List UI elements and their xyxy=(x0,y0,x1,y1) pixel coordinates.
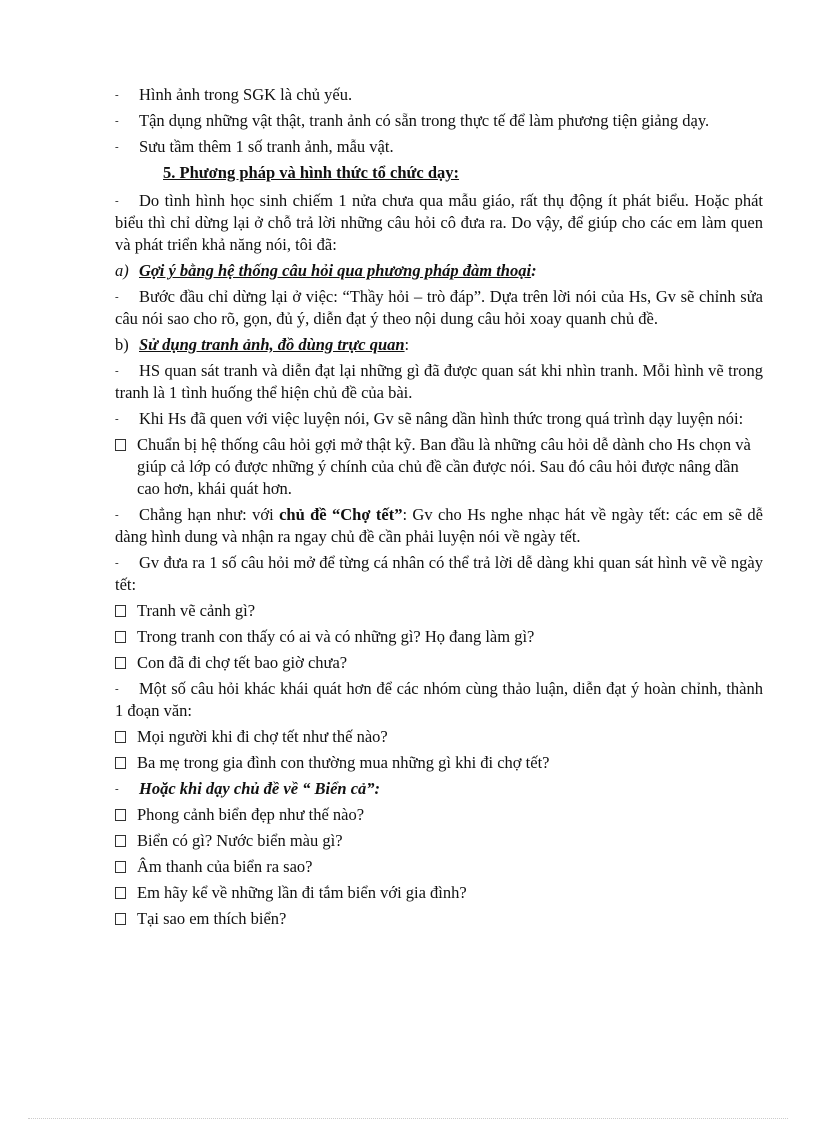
checkbox-bullet-icon xyxy=(115,757,126,769)
paragraph-2: - Tận dụng những vật thật, tranh ảnh có sẵn trong thực tế để làm phương tiện giảng dạy. xyxy=(115,111,710,130)
question-item: Tại sao em thích biển? xyxy=(115,908,763,930)
checkbox-bullet-icon xyxy=(115,887,126,899)
paragraph-4: - Do tình hình học sinh chiếm 1 nửa chưa qua mẫu giáo, rất thụ động ít phát biểu. Hoặc phát biểu thì chỉ dừng lại ở chỗ trả lời những câu hỏi cô đưa ra. Do vậy, để giúp cho các em làm quen và phát triển khả năng nói, tôi đã: xyxy=(115,191,763,254)
checkbox-bullet-icon xyxy=(115,605,126,617)
paragraph-9: - Chẳng hạn như: với chủ đề “Chợ tết”: Gv cho Hs nghe nhạc hát về ngày tết: các em sẽ dễ dàng hình dung và nhận ra ngay chủ đề cần phải luyện nói về ngày tết. xyxy=(115,505,763,546)
question-item: Con đã đi chợ tết bao giờ chưa? xyxy=(115,652,763,674)
paragraph-6: - HS quan sát tranh và diễn đạt lại những gì đã được quan sát khi nhìn tranh. Mỗi hình vẽ trong tranh là 1 tình huống thể hiện chủ đề của bài. xyxy=(115,361,763,402)
question-item: Âm thanh của biển ra sao? xyxy=(115,856,763,878)
subheading-b: b) Sử dụng tranh ảnh, đồ dùng trực quan: xyxy=(115,335,410,354)
paragraph-11: - Một số câu hỏi khác khái quát hơn để các nhóm cùng thảo luận, diễn đạt ý hoàn chỉnh, thành 1 đoạn văn: xyxy=(115,679,763,720)
dash-marker: - xyxy=(115,141,119,153)
paragraph-1: - Hình ảnh trong SGK là chủ yếu. xyxy=(115,85,353,104)
paragraph-5: - Bước đầu chỉ dừng lại ở việc: “Thầy hỏi – trò đáp”. Dựa trên lời nói của Hs, Gv sẽ chỉnh sửa câu nói sao cho rõ, gọn, đủ ý, diễn đạt ý theo nội dung câu hỏi xoay quanh chủ đề. xyxy=(115,287,763,328)
checkbox-bullet-icon xyxy=(115,835,126,847)
dash-marker: - xyxy=(115,291,119,303)
question-item: Ba mẹ trong gia đình con thường mua những gì khi đi chợ tết? xyxy=(115,752,763,774)
checkbox-bullet-icon xyxy=(115,631,126,643)
checkbox-bullet-icon xyxy=(115,809,126,821)
question-item: Phong cảnh biển đẹp như thế nào? xyxy=(115,804,763,826)
checkbox-bullet-icon xyxy=(115,657,126,669)
question-item: Trong tranh con thấy có ai và có những gì? Họ đang làm gì? xyxy=(115,626,763,648)
dash-marker: - xyxy=(115,195,119,207)
checkbox-bullet-icon xyxy=(115,731,126,743)
paragraph-7: - Khi Hs đã quen với việc luyện nói, Gv sẽ nâng dần hình thức trong quá trình dạy luyện nói: xyxy=(115,409,744,428)
dash-marker: - xyxy=(115,365,119,377)
dash-marker: - xyxy=(115,115,119,127)
checkbox-bullet-icon xyxy=(115,439,126,451)
bullet-item: Chuẩn bị hệ thống câu hỏi gợi mở thật kỹ. Ban đầu là những câu hỏi dễ dành cho Hs chọn và giúp cả lớp có được những ý chính của chủ đề cần được nói. Sau đó câu hỏi được nâng dần cao hơn, khái quát hơn. xyxy=(115,434,763,500)
dash-marker: - xyxy=(115,509,119,521)
question-item: Biển có gì? Nước biển màu gì? xyxy=(115,830,763,852)
dash-marker: - xyxy=(115,413,119,425)
paragraph-10: - Gv đưa ra 1 số câu hỏi mở để từng cá nhân có thể trả lời dễ dàng khi quan sát hình vẽ về ngày tết: xyxy=(115,553,763,594)
dash-marker: - xyxy=(115,783,119,795)
paragraph-12: - Hoặc khi dạy chủ đề về “ Biển cả”: xyxy=(115,779,381,798)
subheading-a: a) Gợi ý bằng hệ thống câu hỏi qua phương pháp đàm thoại: xyxy=(115,261,537,280)
section-heading-5: 5. Phương pháp và hình thức tổ chức dạy: xyxy=(163,163,460,182)
dash-marker: - xyxy=(115,89,119,101)
page-bottom-divider xyxy=(28,1118,788,1119)
page-content xyxy=(115,84,763,934)
question-item: Tranh vẽ cảnh gì? xyxy=(115,600,763,622)
question-item: Em hãy kể về những lần đi tắm biển với gia đình? xyxy=(115,882,763,904)
question-item: Mọi người khi đi chợ tết như thế nào? xyxy=(115,726,763,748)
dash-marker: - xyxy=(115,557,119,569)
checkbox-bullet-icon xyxy=(115,913,126,925)
paragraph-3: - Sưu tầm thêm 1 số tranh ảnh, mẫu vật. xyxy=(115,137,394,156)
checkbox-bullet-icon xyxy=(115,861,126,873)
dash-marker: - xyxy=(115,683,119,695)
